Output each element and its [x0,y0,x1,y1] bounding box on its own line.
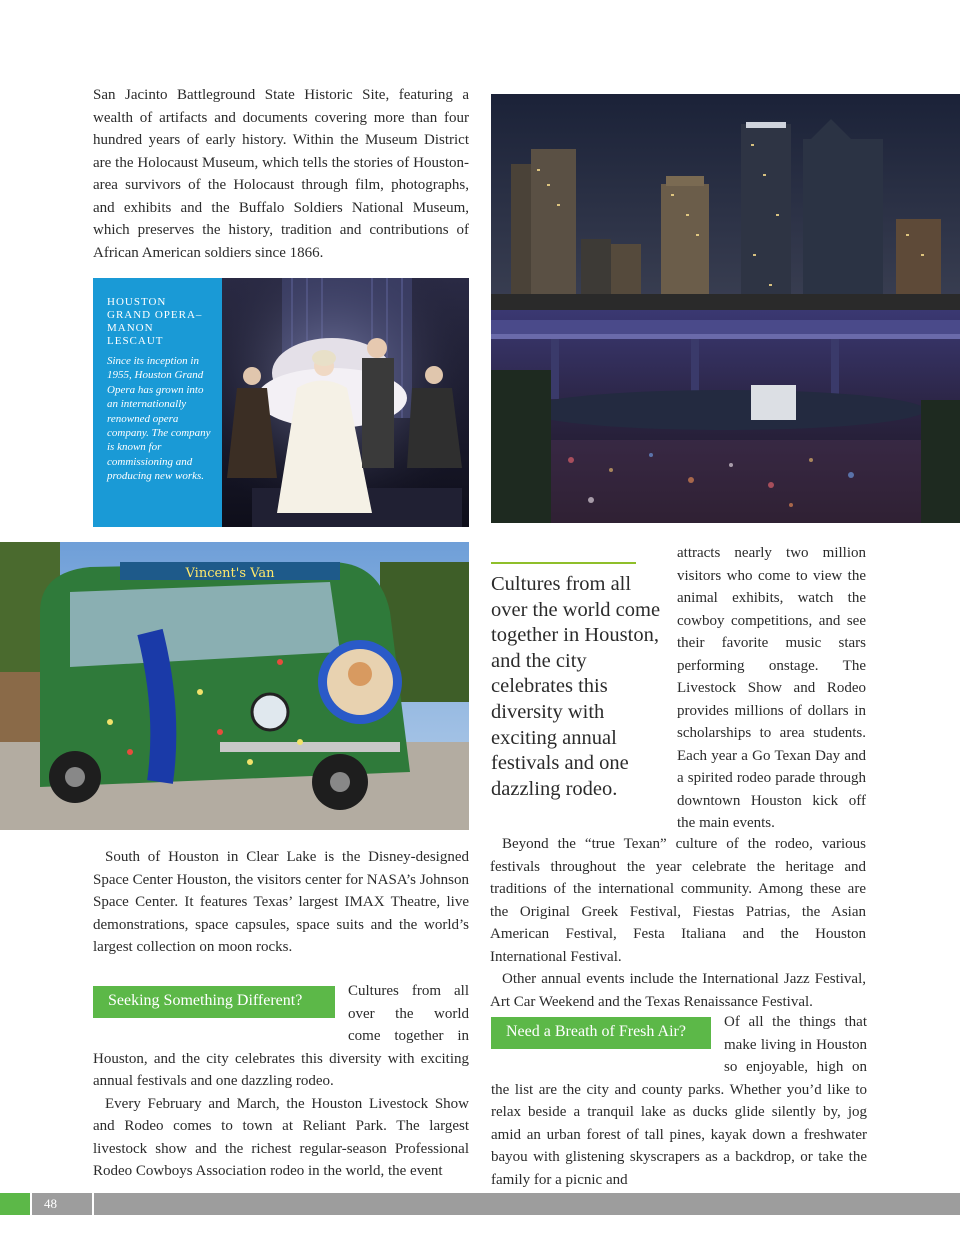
seeking-paragraphs [93,980,469,1183]
space-center-text: South of Houston in Clear Lake is the Disney-designed Space Center Houston, the visitors center for NASA’s Johnson Space Center. It features Texas’ largest IMAX Theatre, live demonstrations, space capsules, space suits and the world’s largest collection on moon rocks. [93,849,469,955]
pull-quote-rule [491,562,636,564]
opera-caption-body: Since its inception in 1955, Houston Grand Opera has grown into an internationally renowned opera company. The company is known for commissioning and producing new works. [107,355,211,483]
pull-quote: Cultures from all over the world come together in Houston, and the city celebrates this diversity with exciting annual festivals and one dazzling rodeo. [491,573,661,800]
parks-paragraph [491,1011,867,1191]
annual-events-text: Other annual events include the International Jazz Festival, Art Car Weekend and the Texas Renaissance Festival. [490,971,866,1010]
opera-photo [222,278,469,527]
art-car-sign: Vincent's Van [185,566,275,581]
fresh-air-heading-text: Need a Breath of Fresh Air? [506,1023,686,1040]
opera-caption [93,278,222,527]
rodeo-continued-text: attracts nearly two million visitors who come to view the animal exhibits, watch the cowboy competitions, and see their favorite music stars performing onstage. The Livestock Show and Rodeo provides millions of dollars in scholarships to area students. Each year a Go Texan Day and a spirited rodeo parade through downtown Houston kick off the main events. [677,545,866,831]
fresh-air-float-spacer [491,1011,724,1057]
footer-bar [94,1193,960,1215]
seeking-float-spacer [93,980,348,1026]
page-number: 48 [32,1193,92,1215]
museum-paragraph [93,84,469,264]
rodeo-continued-paragraph [677,542,866,835]
skyline-photo [491,94,960,310]
seeking-heading-text: Seeking Something Different? [108,992,303,1009]
parks-text: Of all the things that make living in Houston so enjoyable, high on the list are the city and county parks. Whether you’d like to relax beside a tranquil lake as ducks glide silently by, jog amid an urban forest of tall pines, kayak down a freshwater bayou with glistening skyscrapers as a backdrop, or take the family for a picnic and [491,1014,867,1188]
footer-accent [0,1193,30,1215]
opera-caption-title: HOUSTON GRAND OPERA–MANON LESCAUT [107,296,203,347]
park-photo [491,310,960,523]
festivals-text: Beyond the “true Texan” culture of the rodeo, various festivals throughout the year celebrate the heritage and traditions of the international community. Among these are the Original Greek Festival, Fiestas Patrias, the Asian American Festival, Festa Italiana and the Houston International Festival. [490,836,866,965]
art-car-photo [0,542,469,830]
cultures-text: Cultures from all over the world come together in Houston, and the city celebrates this diversity with exciting annual festivals and one dazzling rodeo. [93,983,469,1089]
rodeo-text: Every February and March, the Houston Livestock Show and Rodeo comes to town at Reliant Park. The largest livestock show and the richest regular-season Professional Rodeo Cowboys Association rodeo in the world, the event [93,1095,469,1179]
space-center-paragraph [93,846,469,959]
museum-text: San Jacinto Battleground State Historic Site, featuring a wealth of artifacts and documents covering more than four hundred years of early history. Within the Museum District are the Holocaust Museum, which tells the stories of Houston-area survivors of the Holocaust through film, photographs, and exhibits and the Buffalo Soldiers National Museum, which preserves the history, tradition and contributions of African American soldiers since 1866. [93,87,469,261]
festivals-paragraphs [490,833,866,1013]
